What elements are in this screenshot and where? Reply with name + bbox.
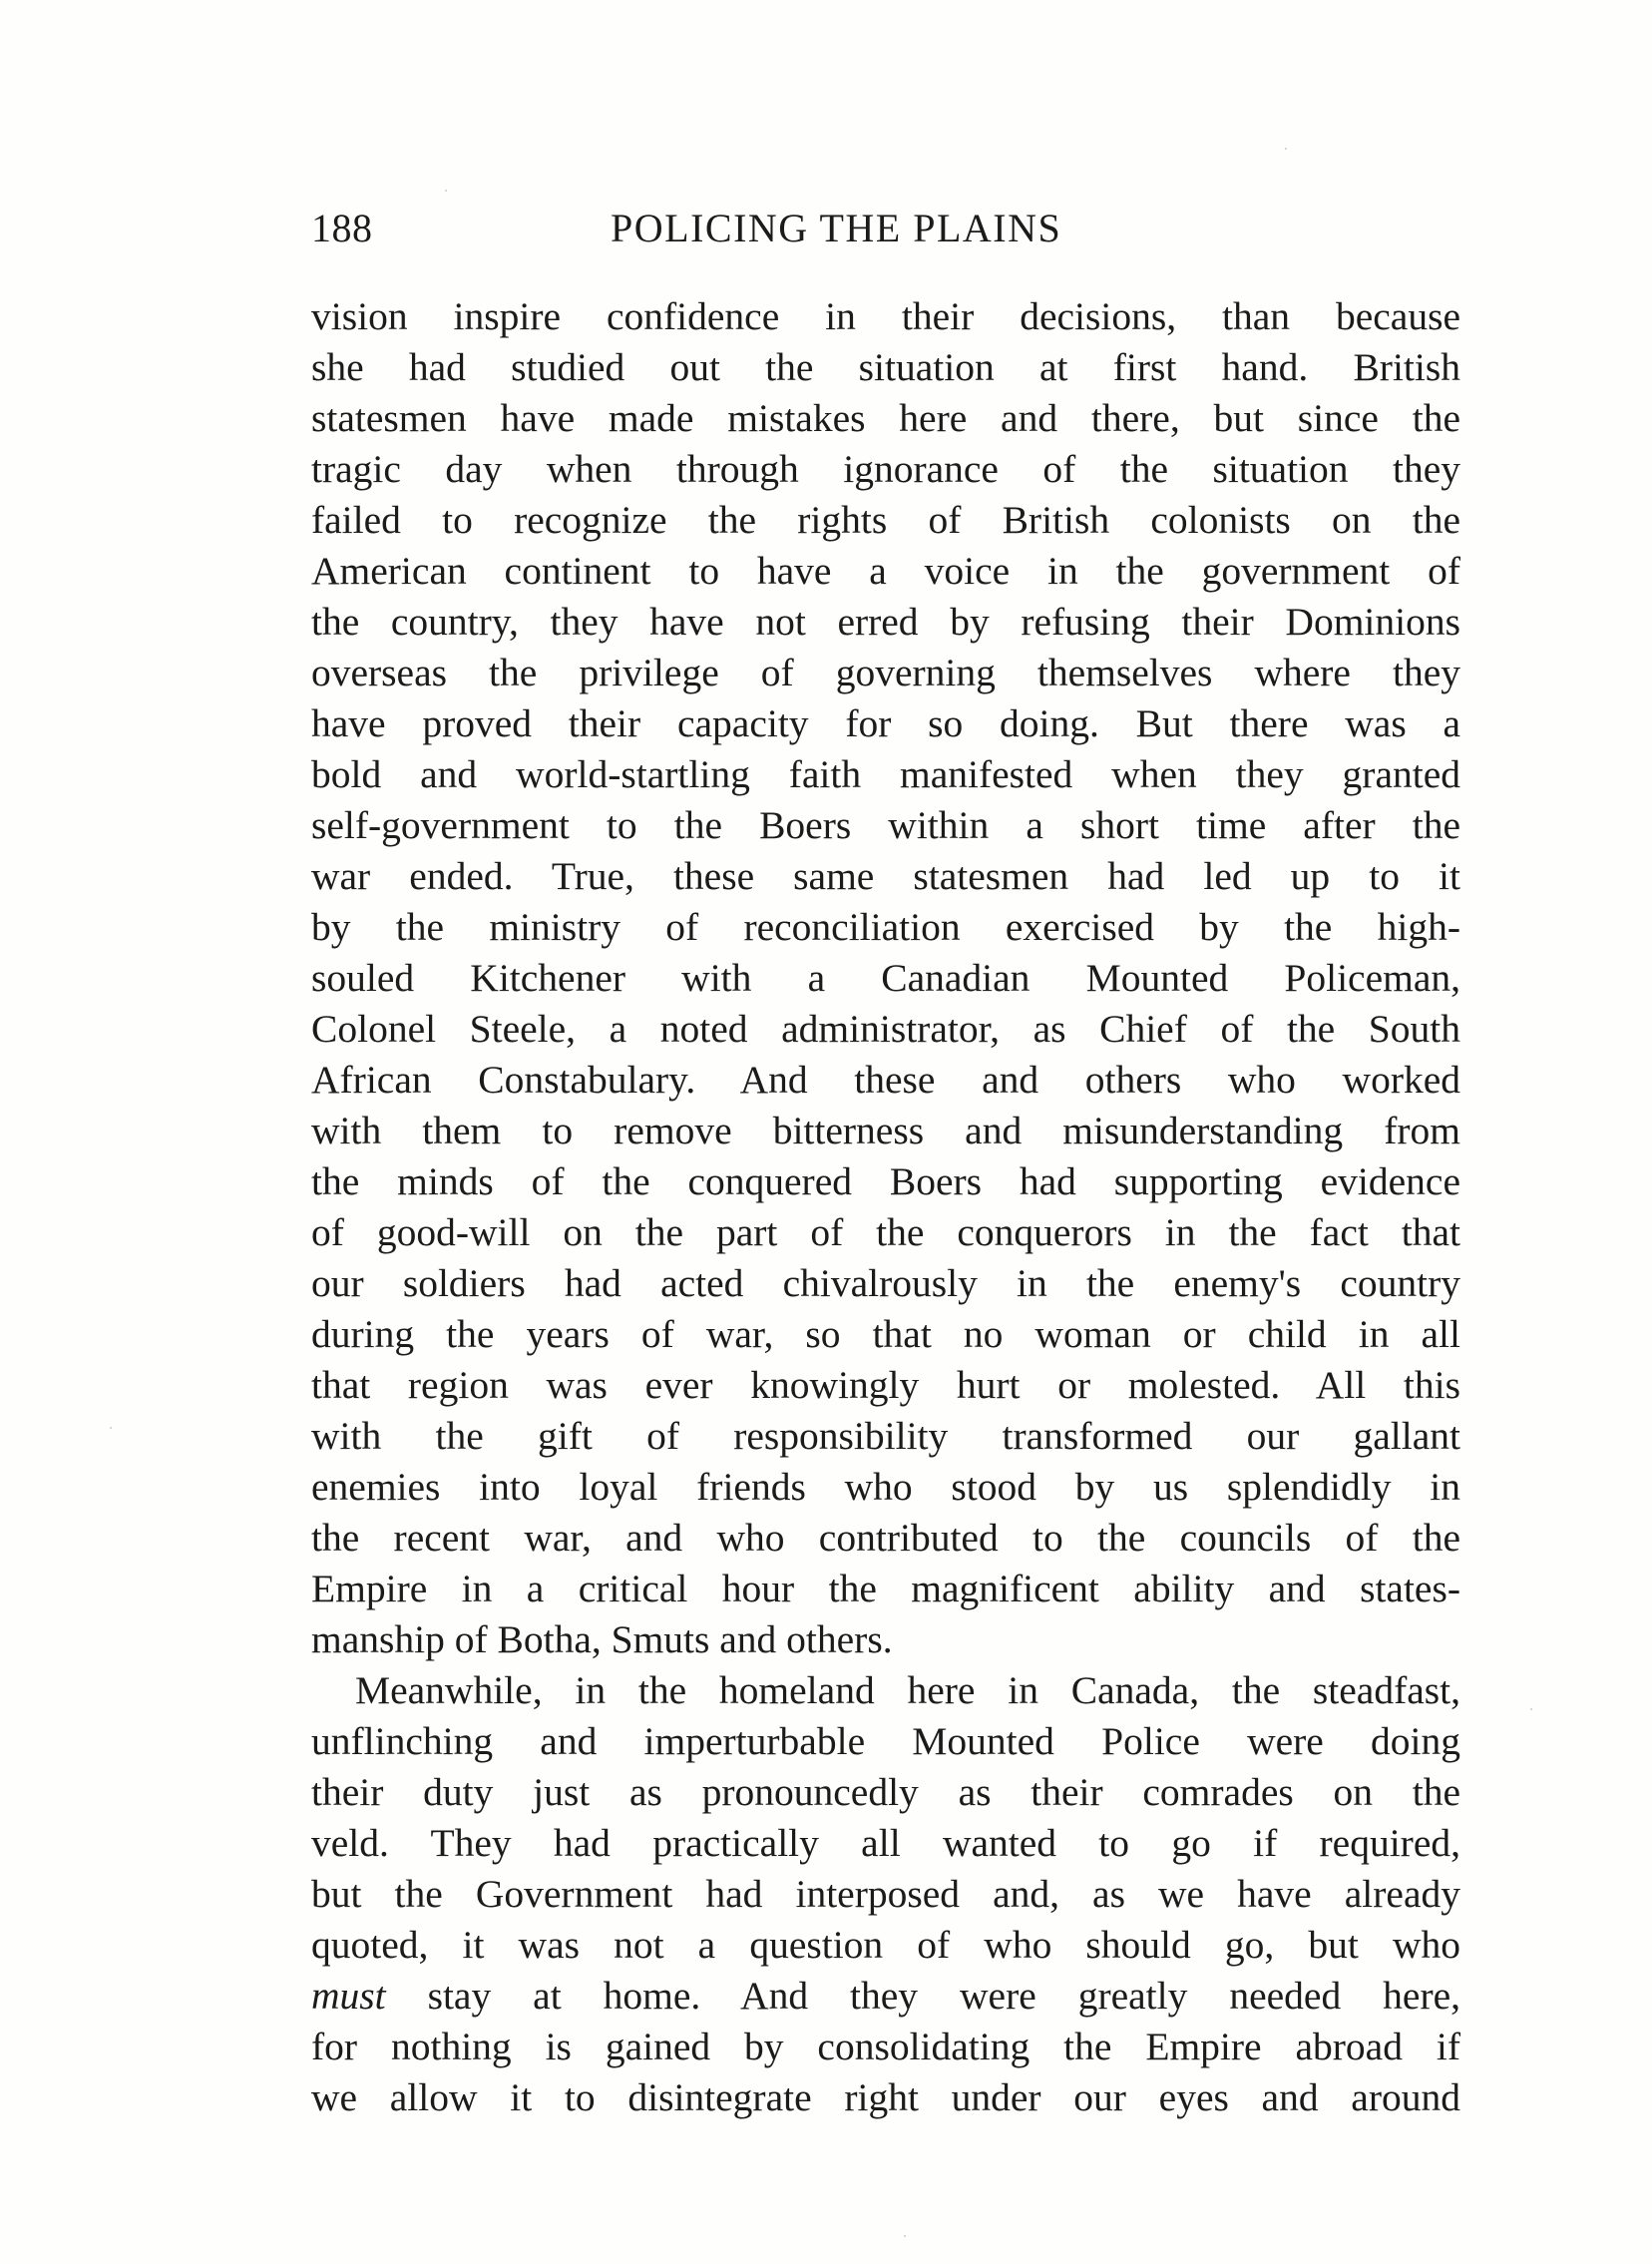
paragraph-1	[311, 291, 1460, 1665]
text-line: self-government to the Boers within a short time after the	[311, 803, 1460, 847]
text-line: have proved their capacity for so doing. But there was a	[311, 701, 1460, 745]
text-line: their duty just as pronouncedly as their comrades on the	[311, 1770, 1460, 1814]
text-line: quoted, it was not a question of who should go, but who	[311, 1923, 1460, 1967]
text-line: failed to recognize the rights of British colonists on the	[311, 498, 1460, 542]
text-line: but the Government had interposed and, as we have already	[311, 1872, 1460, 1916]
text-line: the minds of the conquered Boers had supporting evidence	[311, 1159, 1460, 1203]
paper-speck	[1530, 1708, 1532, 1710]
text-line: bold and world-startling faith manifested when they granted	[311, 752, 1460, 796]
running-title: POLICING THE PLAINS	[611, 206, 1062, 250]
text-line: war ended. True, these same statesmen had led up to it	[311, 854, 1460, 898]
text-line: that region was ever knowingly hurt or molested. All this	[311, 1363, 1460, 1407]
text-line: for nothing is gained by consolidating the Empire abroad if	[311, 2025, 1460, 2068]
text-line: American continent to have a voice in the government of	[311, 549, 1460, 593]
paper-speck	[445, 190, 447, 192]
text-line: overseas the privilege of governing themselves where they	[311, 651, 1460, 694]
text-line: statesmen have made mistakes here and there, but since the	[311, 396, 1460, 440]
text-line: the recent war, and who contributed to the councils of the	[311, 1516, 1460, 1560]
text-line: Meanwhile, in the homeland here in Canada, the steadfast,	[355, 1668, 1460, 1712]
text-line: Colonel Steele, a noted administrator, as Chief of the South	[311, 1007, 1460, 1051]
text-line: with the gift of responsibility transformed our gallant	[311, 1414, 1460, 1458]
text-line: our soldiers had acted chivalrously in the enemy's country	[311, 1261, 1460, 1305]
text-line: with them to remove bitterness and misunderstanding from	[311, 1109, 1460, 1152]
paper-speck	[1285, 148, 1287, 150]
text-line: the country, they have not erred by refusing their Dominions	[311, 600, 1460, 644]
text-line: African Constabulary. And these and others who worked	[311, 1058, 1460, 1102]
text-line: of good-will on the part of the conquerors in the fact that	[311, 1210, 1460, 1254]
text-line	[311, 1971, 1460, 2022]
text-line: souled Kitchener with a Canadian Mounted Policeman,	[311, 956, 1460, 1000]
page-number: 188	[311, 206, 373, 250]
text-line: by the ministry of reconciliation exercised by the high-	[311, 905, 1460, 949]
paragraph-2	[311, 1665, 1460, 2123]
text-line: she had studied out the situation at first hand. British	[311, 345, 1460, 389]
body-text	[311, 291, 1460, 2123]
text-line: manship of Botha, Smuts and others.	[311, 1617, 893, 1661]
text-line: tragic day when through ignorance of the situation they	[311, 447, 1460, 491]
paper-speck	[110, 1427, 112, 1429]
text-line: we allow it to disintegrate right under our eyes and around	[311, 2075, 1460, 2119]
running-head	[311, 205, 1460, 264]
text-line: unflinching and imperturbable Mounted Police were doing	[311, 1719, 1460, 1763]
text-span: stay at home. And they were greatly needed here,	[385, 1974, 1460, 2018]
emphasized-word: must	[311, 1974, 386, 2018]
text-line: during the years of war, so that no woman or child in all	[311, 1312, 1460, 1356]
text-line: Empire in a critical hour the magnificent ability and states-	[311, 1567, 1460, 1610]
paper-speck	[904, 2235, 906, 2237]
text-line: vision inspire confidence in their decisions, than because	[311, 294, 1460, 338]
text-line: veld. They had practically all wanted to go if required,	[311, 1821, 1460, 1865]
text-line: enemies into loyal friends who stood by us splendidly in	[311, 1465, 1460, 1509]
